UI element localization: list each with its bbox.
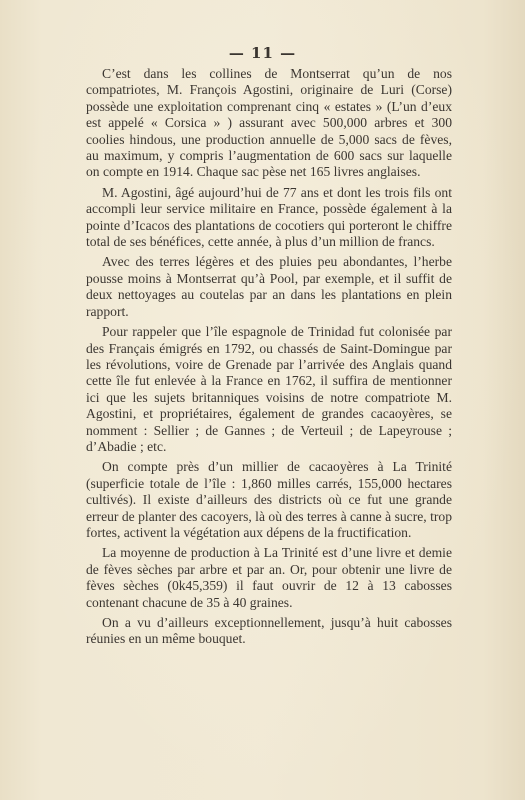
paragraph-bouquet: On a vu d’ailleurs exceptionnellement, jusqu’à huit cabosses réunies en un même bouquet. bbox=[86, 615, 452, 647]
paragraph-agostini: M. Agostini, âgé aujourd’hui de 77 ans et dont les trois fils ont accompli leur service militaire en France, possède également à la pointe d’Icacos des plantations de cocotiers qui porteront le chiffre total de ses bénéfices, cette année, à plus d’un million de francs. bbox=[86, 184, 452, 250]
paragraph-trinidad-history: Pour rappeler que l’île espagnole de Trinidad fut colonisée par des Français émigrés en 1792, ou chassés de Saint-Domingue par les révolutions, voire de Grenade par l’arrivée des Anglais quand cette île fut enlevée à la France en 1762, il suffira de mentionner ici que les sujets britanniques voisins de notre compatriote M. Agostini, et propriétaires, également de grandes cacaoyères, se nomment : Sellier ; de Gannes ; de Verteuil ; de Lapeyrouse ; d’Abadie ; etc. bbox=[86, 324, 452, 454]
page-number: — 11 — bbox=[228, 44, 297, 62]
paragraph-cacaoyeres-count: On compte près d’un millier de cacaoyères à La Trinité (superficie totale de l’île : 1,860 milles carrés, 155,000 hectares cultivés). Il existe d’ailleurs des districts où ce fut une grande erreur de planter des cacoyers, là où des terres à canne à sucre, trop fortes, activent la végétation aux dépens de la fructification. bbox=[86, 459, 452, 540]
paragraph-montserrat-estates: C’est dans les collines de Montserrat qu’un de nos compatriotes, M. François Agostini, originaire de Luri (Corse) possède une exploitation comprenant cinq « estates » (L’un d’eux est appelé « Corsica » ) assurant avec 500,000 arbres et 300 coolies hindous, une production annuelle de 5,000 sacs de fèves, au maximum, y compris l’augmentation de 600 sacs sur laquelle on compte en 1914. Chaque sac pèse net 165 livres anglaises. bbox=[86, 66, 452, 180]
paragraph-terres-legeres: Avec des terres légères et des pluies peu abondantes, l’herbe pousse moins à Montserrat qu’à Pool, par exemple, et il suffit de deux nettoyages au coutelas par an dans les plantations en plein rapport. bbox=[86, 254, 452, 319]
paragraph-production-moyenne: La moyenne de production à La Trinité est d’une livre et demie de fèves sèches par arbre et par an. Or, pour obtenir une livre de fèves sèches (0k45,359) il faut ouvrir de 12 à 13 cabosses contenant chacune de 35 à 40 graines. bbox=[86, 545, 452, 610]
body-text bbox=[86, 66, 452, 652]
